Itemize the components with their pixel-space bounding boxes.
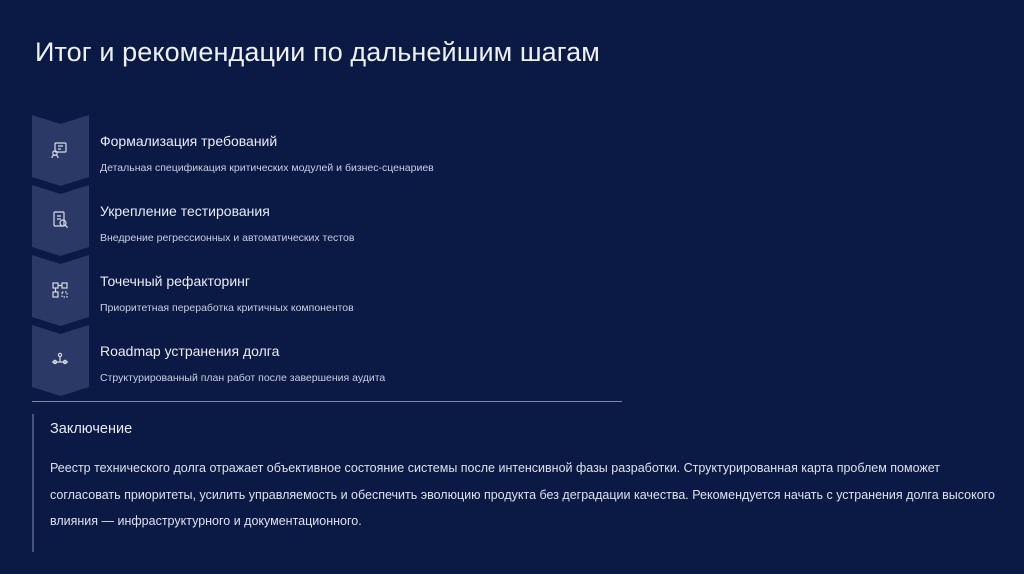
conclusion-text: Реестр технического долга отражает объективное состояние системы после интенсивной фазы разработки. Структурированная карта проблем поможет согласовать приоритеты, усилить управляемость и обеспечить эволюцию продукта без деградации качества. Рекомендуется начать с устранения долга высокого влияния — инфраструктурного и документационного. [50,461,995,528]
step-description: Структурированный план работ после завершения аудита [100,372,386,384]
step-description: Приоритетная переработка критичных компонентов [100,302,354,314]
step-item [32,185,632,255]
requirements-icon [49,139,71,161]
step-item [32,325,632,395]
step-title: Формализация требований [100,133,278,149]
step-item [32,255,632,325]
conclusion-title: Заключение [50,421,133,437]
testing-icon [49,209,71,231]
section-divider [32,401,622,402]
step-description: Детальная спецификация критических модулей и бизнес-сценариев [100,162,434,174]
step-item [32,115,632,185]
slide-title: Итог и рекомендации по дальнейшим шагам [35,37,600,67]
step-description: Внедрение регрессионных и автоматических тестов [100,232,355,244]
refactoring-icon [49,279,71,301]
conclusion-accent-bar [32,414,34,552]
step-title: Точечный рефакторинг [100,273,250,289]
roadmap-icon [49,349,71,371]
step-title: Укрепление тестирования [100,203,270,219]
step-title: Roadmap устранения долга [100,343,280,359]
